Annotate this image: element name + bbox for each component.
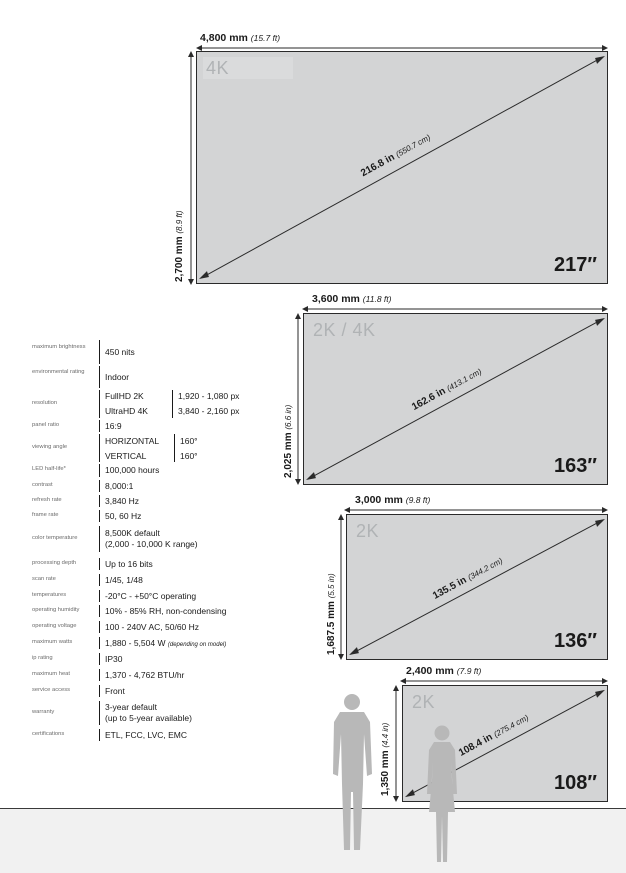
spec-subdivider <box>172 390 173 418</box>
spec-ip-rating: ip rating IP30 <box>32 654 123 664</box>
spec-refresh-rate: refresh rate 3,840 Hz <box>32 496 140 506</box>
female-figure-icon <box>424 724 460 866</box>
spec-maximum-brightness: maximum brightness 450 nits <box>32 340 282 364</box>
height-label-217: 2,700 mm (8.9 ft) <box>174 210 185 282</box>
spec-divider <box>99 526 100 552</box>
spec-panel-ratio: panel ratio 16:9 <box>32 421 122 431</box>
diagonal-arrow-217 <box>197 52 607 283</box>
size-label-217: 217″ <box>554 254 597 276</box>
spec-divider <box>99 729 100 741</box>
spec-divider <box>99 574 100 586</box>
size-label-136: 136″ <box>554 630 597 652</box>
spec-operating-voltage: operating voltage 100 - 240V AC, 50/60 Hz <box>32 622 200 632</box>
spec-divider <box>99 420 100 432</box>
screen-217 <box>196 51 608 284</box>
width-arrow-136 <box>344 506 608 514</box>
spec-warranty: warranty 3-year default (up to 5-year available) <box>32 702 192 723</box>
spec-service-access: service access Front <box>32 686 125 696</box>
height-arrow-136 <box>337 514 345 660</box>
spec-maximum-watts: maximum watts 1,880 - 5,504 W (depending on model) <box>32 638 227 648</box>
spec-certifications: certifications ETL, FCC, LVC, EMC <box>32 730 188 740</box>
height-label-136: 1,687.5 mm (5.5 in) <box>326 573 337 655</box>
width-label-163: 3,600 mm (11.8 ft) <box>312 293 392 305</box>
diagonal-label-136: 135.5 in (344.2 cm) <box>431 556 505 602</box>
size-label-108: 108″ <box>554 772 597 794</box>
width-label-108: 2,400 mm (7.9 ft) <box>406 665 482 677</box>
spec-frame-rate: frame rate 50, 60 Hz <box>32 511 142 521</box>
height-label-108: 1,350 mm (4.4 in) <box>380 722 391 796</box>
spec-divider <box>99 605 100 617</box>
spec-viewing-angle: viewing angle HORIZONTAL VERTICAL 160° 160° <box>32 436 198 461</box>
spec-divider <box>99 621 100 633</box>
spec-divider <box>99 464 100 477</box>
width-label-217: 4,800 mm (15.7 ft) <box>200 32 281 44</box>
screen-136 <box>346 514 608 660</box>
spec-led-half-life: LED half-life* 100,000 hours <box>32 465 160 475</box>
spec-subdivider <box>174 434 175 462</box>
spec-operating-humidity: operating humidity 10% - 85% RH, non-condensing <box>32 606 227 616</box>
diagonal-label-163: 162.6 in (413.1 cm) <box>410 366 484 413</box>
spec-color-temperature: color temperature 8,500K default (2,000 - 10,000 K range) <box>32 526 282 552</box>
resolution-label-163: 2K / 4K <box>313 320 376 340</box>
resolution-label-136: 2K <box>356 521 380 541</box>
width-arrow-163 <box>302 305 608 313</box>
height-label-163: 2,025 mm (6.6 in) <box>283 404 294 478</box>
spec-divider <box>99 685 100 697</box>
screen-163 <box>303 313 608 485</box>
diagonal-label-108: 108.4 in (275.4 cm) <box>457 713 531 759</box>
diagonal-label-217: 216.8 in (550.7 cm) <box>359 132 433 180</box>
spec-divider <box>99 434 100 462</box>
height-arrow-217 <box>187 51 195 285</box>
spec-divider <box>99 510 100 522</box>
spec-divider <box>99 669 100 681</box>
resolution-label-217: 4K <box>206 58 230 78</box>
width-arrow-108 <box>400 677 608 685</box>
spec-divider <box>99 495 100 507</box>
width-label-136: 3,000 mm (9.8 ft) <box>355 494 431 506</box>
spec-resolution: resolution FullHD 2K UltraHD 4K 1,920 - 1,080 px 3,840 - 2,160 px <box>32 391 240 416</box>
spec-divider <box>99 701 100 725</box>
spec-divider <box>99 340 100 364</box>
spec-temperatures: temperatures -20°C - +50°C operating <box>32 591 197 601</box>
spec-maximum-watts-value: 1,880 - 5,504 W (depending on model) <box>105 638 227 648</box>
spec-divider <box>99 366 100 388</box>
spec-divider <box>99 390 100 418</box>
spec-processing-depth: processing depth Up to 16 bits <box>32 559 153 569</box>
spec-environmental-rating: environmental rating Indoor <box>32 366 282 388</box>
height-arrow-163 <box>294 313 302 485</box>
spec-divider <box>99 653 100 665</box>
spec-divider <box>99 480 100 492</box>
spec-scan-rate: scan rate 1/45, 1/48 <box>32 575 143 585</box>
male-figure-icon <box>328 692 376 854</box>
height-arrow-108 <box>392 685 400 802</box>
spec-maximum-heat: maximum heat 1,370 - 4,762 BTU/hr <box>32 670 185 680</box>
spec-divider <box>99 558 100 570</box>
floor-band <box>0 808 626 873</box>
size-label-163: 163″ <box>554 455 597 477</box>
spec-divider <box>99 590 100 602</box>
resolution-label-108: 2K <box>412 692 436 712</box>
spec-contrast: contrast 8,000:1 <box>32 481 134 491</box>
spec-divider <box>99 637 100 649</box>
